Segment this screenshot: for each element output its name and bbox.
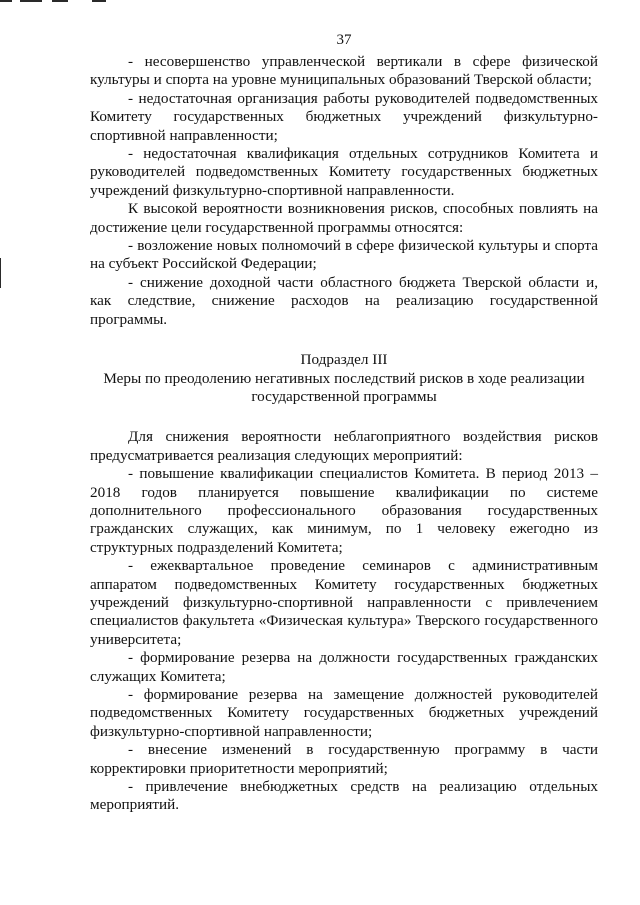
paragraph-risk-3: - недостаточная квалификация отдельных сотрудников Комитета и руководителей подведомственных Комитету государственных бюджетных учреждений физкультурно-спортивной направленности. bbox=[90, 145, 598, 199]
scan-edge-mark bbox=[0, 0, 12, 2]
paragraph-risk-2: - недостаточная организация работы руководителей подведомственных Комитету государственных бюджетных учреждений физкультурно-спортивной направленности; bbox=[90, 89, 598, 144]
scan-edge-mark bbox=[92, 0, 106, 2]
paragraph-high-probability-intro: К высокой вероятности возникновения рисков, способных повлиять на достижение цели государственной программы относятся: bbox=[90, 200, 598, 236]
scan-edge-mark bbox=[52, 0, 68, 2]
paragraph-measures-intro: Для снижения вероятности неблагоприятного воздействия рисков предусматривается реализация следующих мероприятий: bbox=[90, 428, 598, 464]
scan-edge-mark bbox=[20, 0, 42, 2]
paragraph-risk-4: - возложение новых полномочий в сфере физической культуры и спорта на субъект Российской Федерации; bbox=[90, 237, 598, 273]
page-number: 37 bbox=[336, 32, 352, 48]
paragraph-measure-1: - повышение квалификации специалистов Комитета. В период 2013 – 2018 годов планируется повышение квалификации по системе дополнительного профессионального образования государственных гражданских служащих, как минимум, по 1 человеку ежегодно из структурных подразделений Комитета; bbox=[90, 465, 598, 556]
paragraph-measure-5: - внесение изменений в государственную программу в части корректировки приоритетности мероприятий; bbox=[90, 741, 598, 777]
paragraph-measure-6: - привлечение внебюджетных средств на реализацию отдельных мероприятий. bbox=[90, 778, 598, 814]
paragraph-measure-4: - формирование резерва на замещение должностей руководителей подведомственных Комитету государственных бюджетных учреждений физкультурно-спортивной направленности; bbox=[90, 686, 598, 740]
subsection-label: Подраздел III bbox=[300, 351, 388, 369]
scan-edge-mark bbox=[0, 258, 1, 288]
subsection-title: Меры по преодолению негативных последствий рисков в ходе реализации государственной программы bbox=[103, 369, 585, 405]
paragraph-risk-1: - несовершенство управленческой вертикали в сфере физической культуры и спорта на уровне муниципальных образований Тверской области; bbox=[90, 53, 598, 89]
paragraph-risk-5: - снижение доходной части областного бюджета Тверской области и, как следствие, снижение расходов на реализацию государственной программы. bbox=[90, 273, 598, 328]
paragraph-measure-3: - формирование резерва на должности государственных гражданских служащих Комитета; bbox=[90, 649, 598, 685]
document-page bbox=[90, 31, 598, 815]
paragraph-measure-2: - ежеквартальное проведение семинаров с административным аппаратом подведомственных Комитету государственных бюджетных учреждений физкультурно-спортивной направленности с привлечением специалистов факультета «Физическая культура» Тверского государственного университета; bbox=[90, 557, 598, 648]
